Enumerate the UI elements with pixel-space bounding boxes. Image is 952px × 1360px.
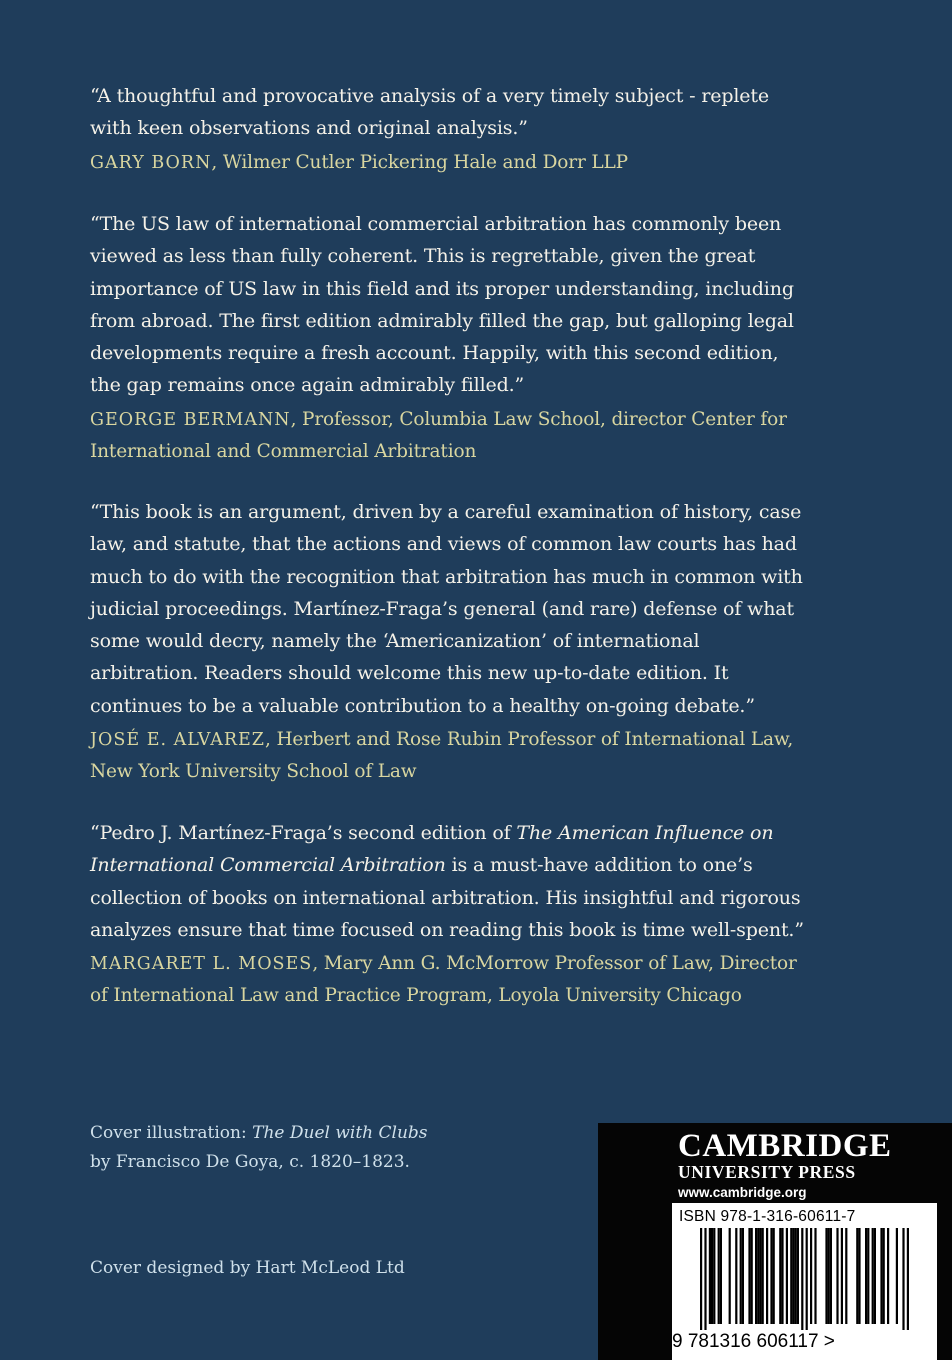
barcode-bar [830,1228,832,1324]
illustration-label: Cover illustration: [90,1123,253,1143]
barcode-bar [795,1228,797,1324]
barcode-bar [814,1228,816,1324]
endorser-affiliation: , Herbert and Rose Rubin Professor of International Law, New York University School of Law [90,729,794,783]
barcode-bar [770,1228,772,1324]
cover-design-credit: Cover designed by Hart McLeod Ltd [90,1258,405,1278]
endorser-affiliation: , Professor, Columbia Law School, director Center for International and Commercial Arbitration [90,408,787,462]
book-title: The American Influence on International Commercial Arbitration [90,822,774,877]
barcode-bar [729,1228,731,1324]
publisher-name: CAMBRIDGE [678,1128,892,1164]
barcode-bar [766,1228,768,1324]
barcode-bar [880,1228,882,1324]
endorser-affiliation: , Mary Ann G. McMorrow Professor of Law, Director of International Law and Practice Program, Loyola University Chicago [90,953,797,1007]
barcode-bar [858,1228,860,1324]
barcode-bar [874,1228,876,1324]
barcode-bar [883,1228,885,1324]
barcode-bar [709,1228,711,1324]
endorsement-quote: “A thoughtful and provocative analysis of a very timely subject - replete with keen observations and original analysis.” [90,85,769,140]
barcode-bar [757,1228,759,1324]
barcode-bar [762,1228,764,1324]
barcode-bar [704,1228,706,1330]
endorser-name: MARGARET L. MOSES [90,954,313,975]
endorser-name: JOSÉ E. ALVAREZ [90,730,265,751]
barcode-bar [740,1228,742,1324]
barcode-bar [779,1228,781,1324]
barcode-bar [865,1228,867,1324]
endorsement-attribution [90,147,810,179]
barcode-bar [825,1228,827,1324]
endorsement-2 [90,208,810,468]
barcode-bar [751,1228,753,1324]
barcode-bar [773,1228,775,1324]
barcode-bar [786,1228,788,1324]
endorsement-3 [90,496,810,788]
barcode-bar [806,1228,808,1330]
barcode-bar [856,1228,858,1324]
barcode-bar [907,1228,909,1330]
barcode [672,1228,937,1330]
barcode-bar [711,1228,713,1324]
endorsement-quote [90,817,810,946]
illustration-artist: by Francisco De Goya, c. 1820–1823. [90,1152,410,1172]
cover-illustration-credit [90,1119,510,1177]
barcode-bar [797,1228,799,1324]
barcode-bar [720,1228,722,1324]
endorsement-attribution [90,724,810,788]
illustration-title: The Duel with Clubs [252,1123,428,1143]
barcode-bar [792,1228,794,1324]
barcode-bar [781,1228,783,1324]
barcode-digits [672,1330,937,1354]
endorsement-1 [90,80,810,179]
barcode-bar [896,1228,898,1324]
barcode-bar [867,1228,869,1324]
barcode-bar [887,1228,889,1324]
endorser-name: GARY BORN [90,152,212,173]
barcode-bar [759,1228,761,1324]
publisher-subtitle: UNIVERSITY PRESS [678,1162,856,1182]
barcode-bar [836,1228,838,1324]
endorser-affiliation: , Wilmer Cutler Pickering Hale and Dorr LLP [211,151,628,173]
barcode-bar [735,1228,737,1324]
endorsement-attribution [90,404,810,468]
endorsement-quote: “This book is an argument, driven by a careful examination of history, case law, and statute, that the actions and views of common law courts has had much to do with the recognition that arbitration has much in common with judicial proceedings. Martínez-Fraga’s general (and rare) defense of what some would decry, namely the ‘Americanization’ of international arbitration. Readers should welcome this new up-to-date edition. It continues to be a valuable contribution to a healthy on-going debate.” [90,501,803,717]
barcode-bar [845,1228,847,1324]
quote-end: is a must-have addition to one’s collection of books on international arbitration. His insightful and rigorous analyzes ensure that time focused on reading this book is time well-spent.” [90,854,804,941]
barcode-bar [713,1228,715,1324]
barcode-bar [742,1228,744,1324]
barcode-bar [828,1228,830,1324]
publisher-url: www.cambridge.org [678,1185,807,1200]
isbn-label: ISBN 978-1-316-60611-7 [679,1208,856,1225]
barcode-bar [700,1228,702,1330]
endorsement-attribution [90,948,810,1012]
barcode-digit-string: 9 781316 606117 > [672,1331,835,1352]
endorser-name: GEORGE BERMANN [90,409,291,430]
endorsement-4 [90,817,810,1012]
barcode-bar [872,1228,874,1324]
barcode-bar [748,1228,750,1324]
barcode-bar [902,1228,904,1330]
barcode-bar [801,1228,803,1330]
barcode-bar [810,1228,812,1324]
barcode-bar [841,1228,843,1324]
endorsement-quote: “The US law of international commercial arbitration has commonly been viewed as less than fully coherent. This is regrettable, given the great importance of US law in this field and its proper understanding, including from abroad. The first edition admirably filled the gap, but galloping legal developments require a fresh account. Happily, with this second edition, the gap remains once again admirably filled.” [90,213,794,397]
barcode-bar [755,1228,757,1324]
quote-start: “Pedro J. Martínez-Fraga’s second edition of [90,822,517,844]
barcode-bar [790,1228,792,1324]
barcode-bar [718,1228,720,1324]
